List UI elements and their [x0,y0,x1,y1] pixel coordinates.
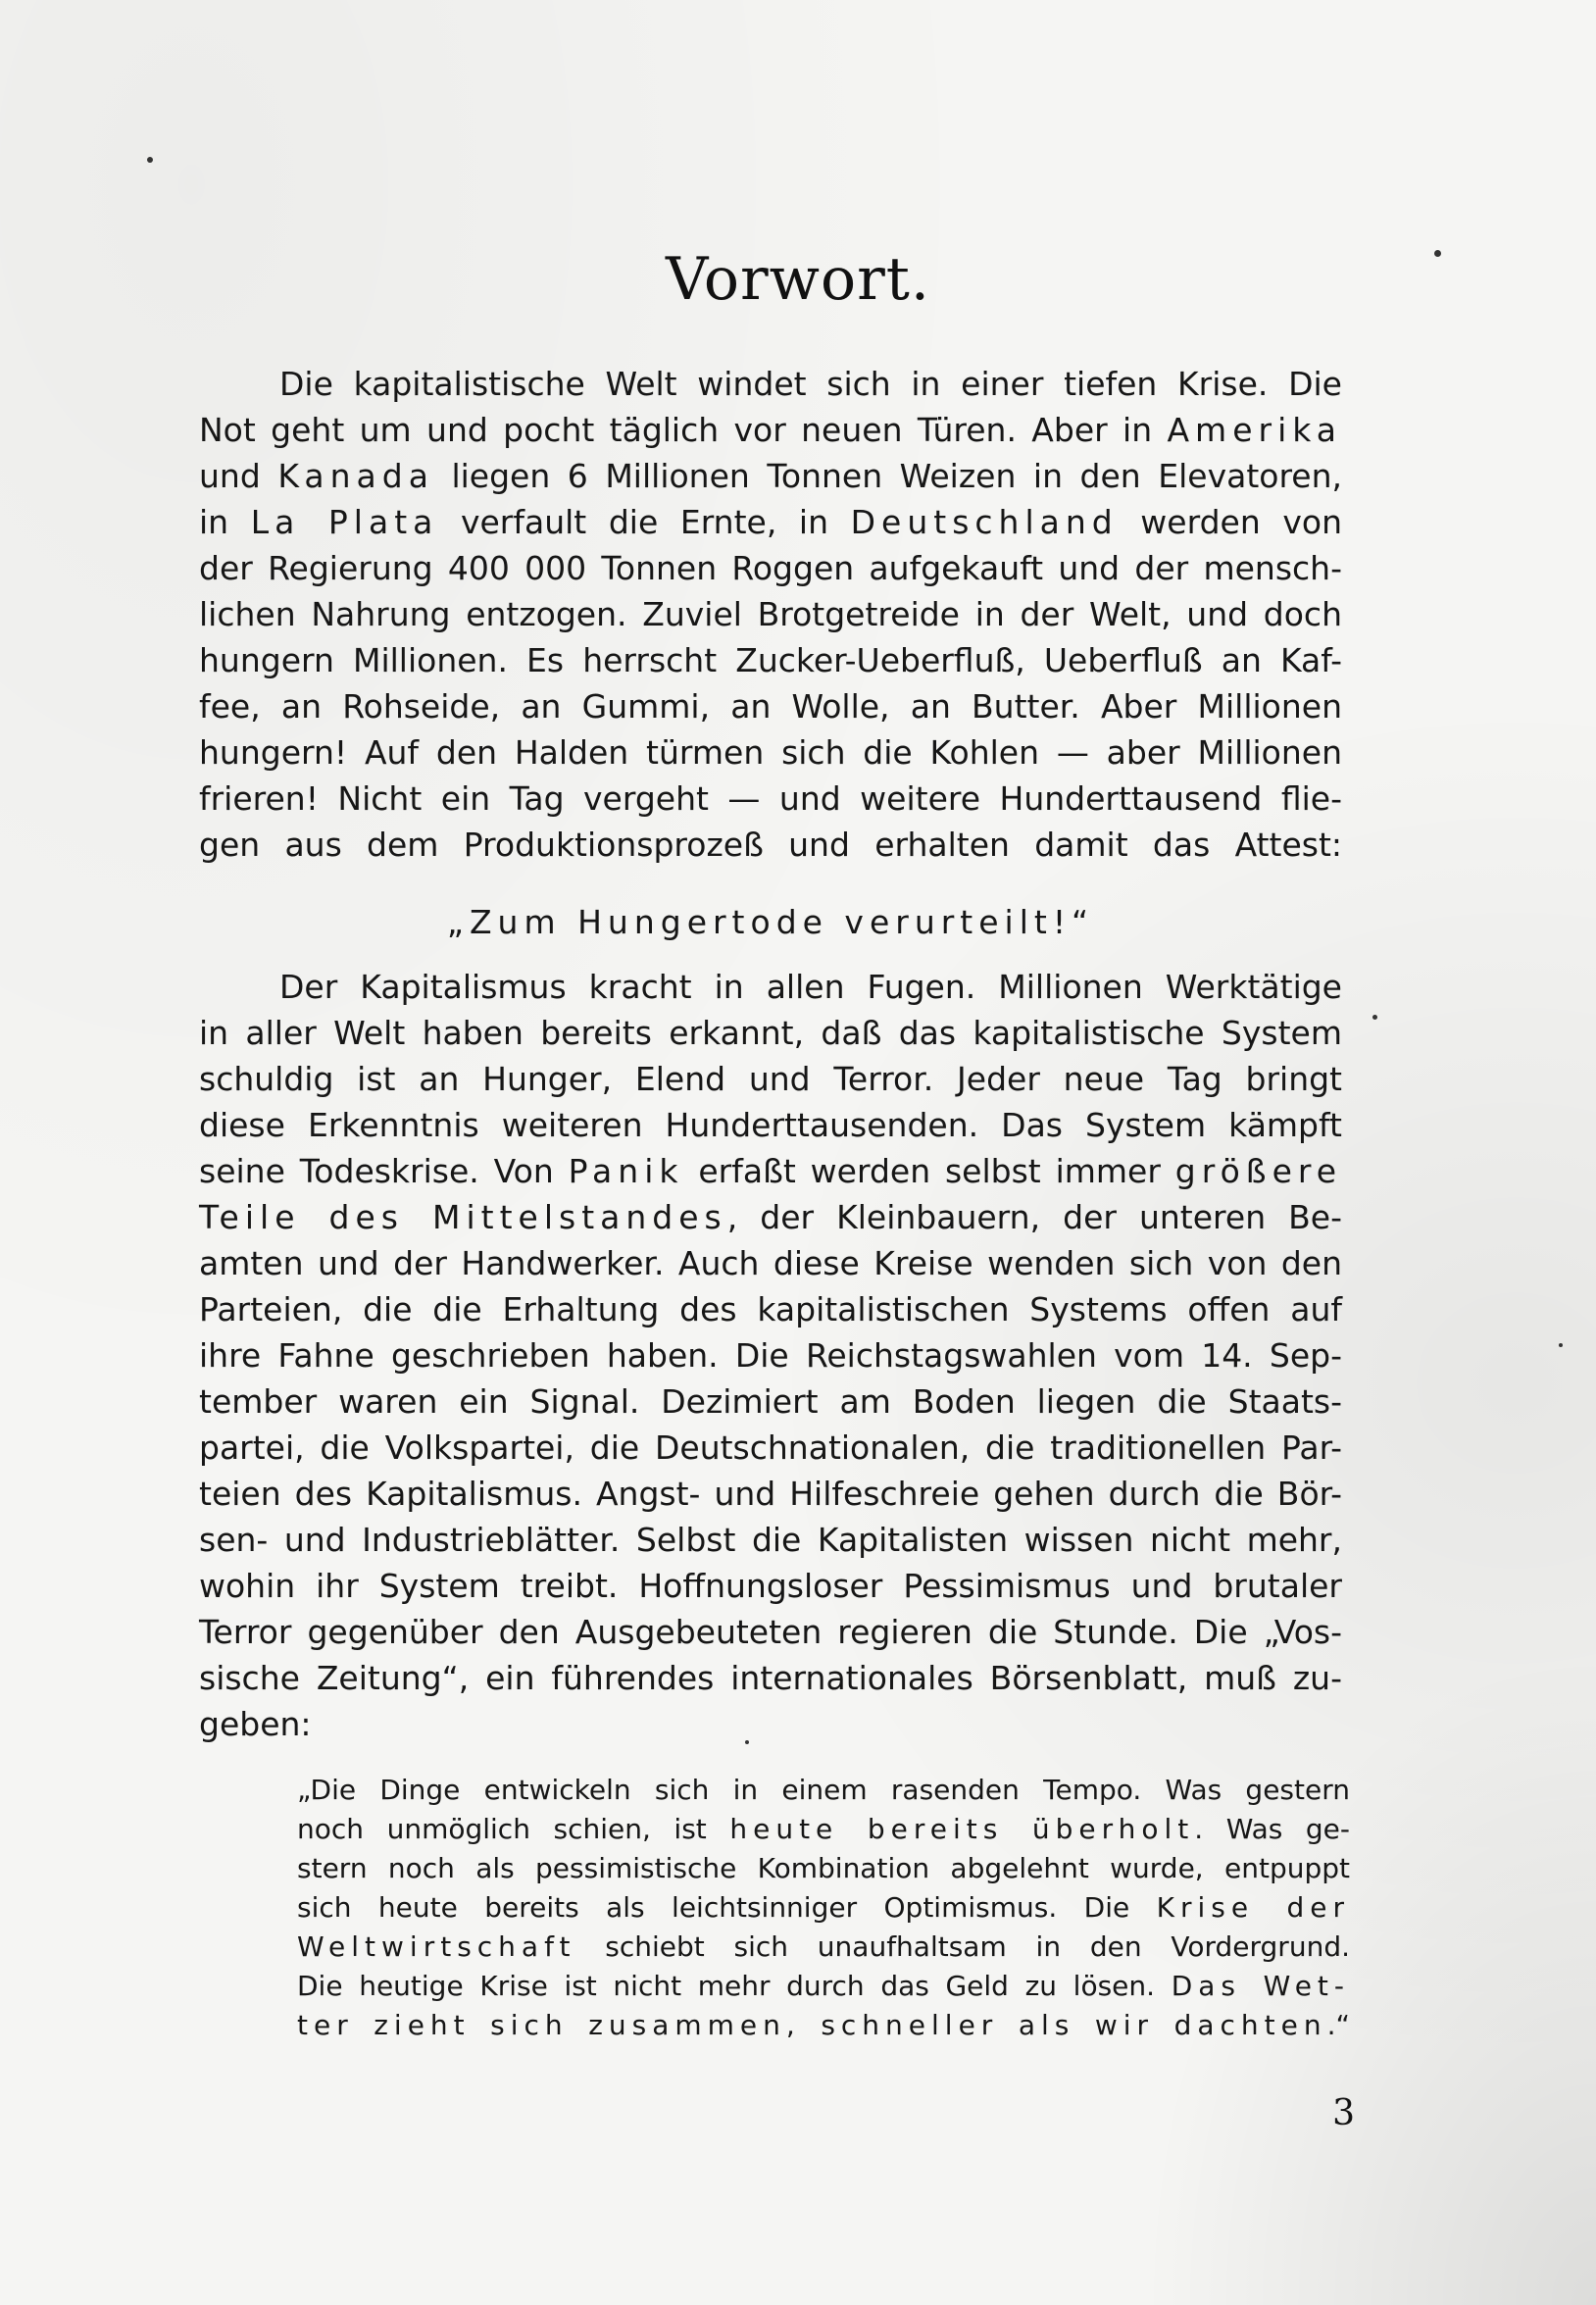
text-run: gen aus dem Produktionsprozeß und erhalten damit das Attest: [199,826,1342,864]
text-run: . Was ge- [1194,1813,1351,1845]
paragraph-1 [199,361,1342,868]
text-run: teien des Kapitalismus. Angst- und Hilfeschreie gehen durch die Bör- [199,1475,1342,1513]
spaced-emphasis: Amerika [1167,411,1342,449]
spaced-emphasis: La Plata [250,503,439,541]
text-run: in [199,503,251,541]
text-run: liegen 6 Millionen Tonnen Weizen in den Elevatoren, [433,457,1342,495]
print-speck [147,157,153,163]
text-line [199,361,1342,407]
text-line [199,729,1342,776]
text-run: stern noch als pessimistische Kombination abgelehnt wurde, entpuppt [297,1852,1350,1884]
spaced-emphasis: ter zieht sich zusammen, schneller als wir dachten [297,2009,1327,2041]
text-run: fee, an Rohseide, an Gummi, an Wolle, an Butter. Aber Millionen [199,687,1342,726]
text-run: seine Todeskrise. Von [199,1152,569,1190]
text-line [199,1471,1342,1517]
spaced-emphasis: Deutschland [850,503,1119,541]
text-run: Der Kapitalismus kracht in allen Fugen. Millionen Werktätige [279,968,1342,1006]
text-run: schuldig ist an Hunger, Elend und Terror. Jeder neue Tag bringt [199,1060,1342,1098]
text-run: schiebt sich unaufhaltsam in den Vordergrund. [575,1930,1350,1963]
text-line [199,1701,1342,1747]
text-line [199,637,1342,683]
paragraph-2 [199,964,1342,1747]
text-run: sen- und Industrieblätter. Selbst die Kapitalisten wissen nicht mehr, [199,1521,1342,1559]
text-line [199,1655,1342,1701]
text-run: der Regierung 400 000 Tonnen Roggen aufgekauft und der mensch- [199,549,1342,587]
spaced-emphasis: Weltwirtschaft [297,1930,576,1963]
text-run: diese Erkenntnis weiteren Hunderttausenden. Das System kämpft [199,1106,1342,1144]
text-line [199,1102,1342,1148]
print-speck [1559,1343,1563,1347]
page-title: Vorwort. [666,245,930,314]
text-line [199,591,1342,637]
text-run: erfaßt werden selbst immer [683,1152,1175,1190]
text-run: verfault die Ernte, in [438,503,851,541]
text-line [199,1517,1342,1563]
text-line [199,545,1342,591]
text-line [199,1286,1342,1332]
block-quote [297,1771,1350,2045]
verdict-text: „Zum Hungertode verurteilt!“ [446,903,1095,941]
text-line [199,407,1342,453]
text-run: .“ [1326,2009,1350,2041]
text-run: und [199,457,278,495]
quote-line [297,1967,1350,2006]
quote-line [297,1928,1350,1967]
text-run: , der Kleinbauern, der unteren Be- [726,1198,1342,1236]
page-number: 3 [1332,2093,1355,2133]
spaced-emphasis: größere [1174,1152,1343,1190]
text-line [199,822,1342,868]
text-line [199,1056,1342,1102]
verdict-line [199,899,1342,945]
text-run: Parteien, die die Erhaltung des kapitalistischen Systems offen auf [199,1290,1342,1328]
text-line [199,1425,1342,1471]
text-run: tember waren ein Signal. Dezimiert am Boden liegen die Staats- [199,1382,1342,1421]
text-run: amten und der Handwerker. Auch diese Kreise wenden sich von den [199,1244,1342,1282]
text-run: geben: [199,1705,312,1743]
quote-line [297,1810,1350,1849]
spaced-emphasis: Das Wet- [1171,1970,1351,2002]
text-run: Terror gegenüber den Ausgebeuteten regieren die Stunde. Die „Vos- [199,1613,1342,1651]
text-run: lichen Nahrung entzogen. Zuviel Brotgetreide in der Welt, und doch [199,595,1342,633]
quote-line [297,1771,1350,1810]
text-line [199,499,1342,545]
text-run: frieren! Nicht ein Tag vergeht — und weitere Hunderttausend flie- [199,779,1342,818]
quote-line [297,1849,1350,1888]
text-run: Die kapitalistische Welt windet sich in einer tiefen Krise. Die [279,365,1342,403]
quote-line [297,1888,1350,1928]
text-run: Die heutige Krise ist nicht mehr durch das Geld zu lösen. [297,1970,1172,2002]
text-line [199,964,1342,1010]
text-run: ihre Fahne geschrieben haben. Die Reichstagswahlen vom 14. Sep- [199,1336,1342,1375]
text-run: werden von [1118,503,1342,541]
text-run: partei, die Volkspartei, die Deutschnationalen, die traditionellen Par- [199,1428,1342,1467]
text-line [199,1563,1342,1609]
text-run: sich heute bereits als leichtsinniger Optimismus. Die [297,1891,1157,1924]
text-line [199,776,1342,822]
print-speck [1372,1015,1377,1020]
text-run: wohin ihr System treibt. Hoffnungsloser Pessimismus und brutaler [199,1567,1342,1605]
text-line [199,1148,1342,1194]
text-run: „Die Dinge entwickeln sich in einem rasenden Tempo. Was gestern [297,1774,1350,1806]
text-line [199,453,1342,499]
text-line [199,1240,1342,1286]
text-run: in aller Welt haben bereits erkannt, daß das kapitalistische System [199,1014,1342,1052]
text-run: hungern! Auf den Halden türmen sich die Kohlen — aber Millionen [199,733,1342,772]
spaced-emphasis: Kanada [277,457,434,495]
text-line [199,1378,1342,1425]
text-line [199,1010,1342,1056]
text-line [199,1194,1342,1240]
text-line [199,683,1342,729]
text-line [199,1332,1342,1378]
text-run: noch unmöglich schien, ist [297,1813,730,1845]
spaced-emphasis: heute bereits überholt [729,1813,1195,1845]
text-run: sische Zeitung“, ein führendes internationales Börsenblatt, muß zu- [199,1659,1342,1697]
spaced-emphasis: Teile des Mittelstandes [199,1198,727,1236]
text-run: hungern Millionen. Es herrscht Zucker-Ueberfluß, Ueberfluß an Kaf- [199,641,1342,679]
spaced-emphasis: Krise der [1156,1891,1350,1924]
text-line [199,1609,1342,1655]
quote-line [297,2006,1350,2045]
text-run: Not geht um und pocht täglich vor neuen Türen. Aber in [199,411,1168,449]
spaced-emphasis: Panik [568,1152,684,1190]
